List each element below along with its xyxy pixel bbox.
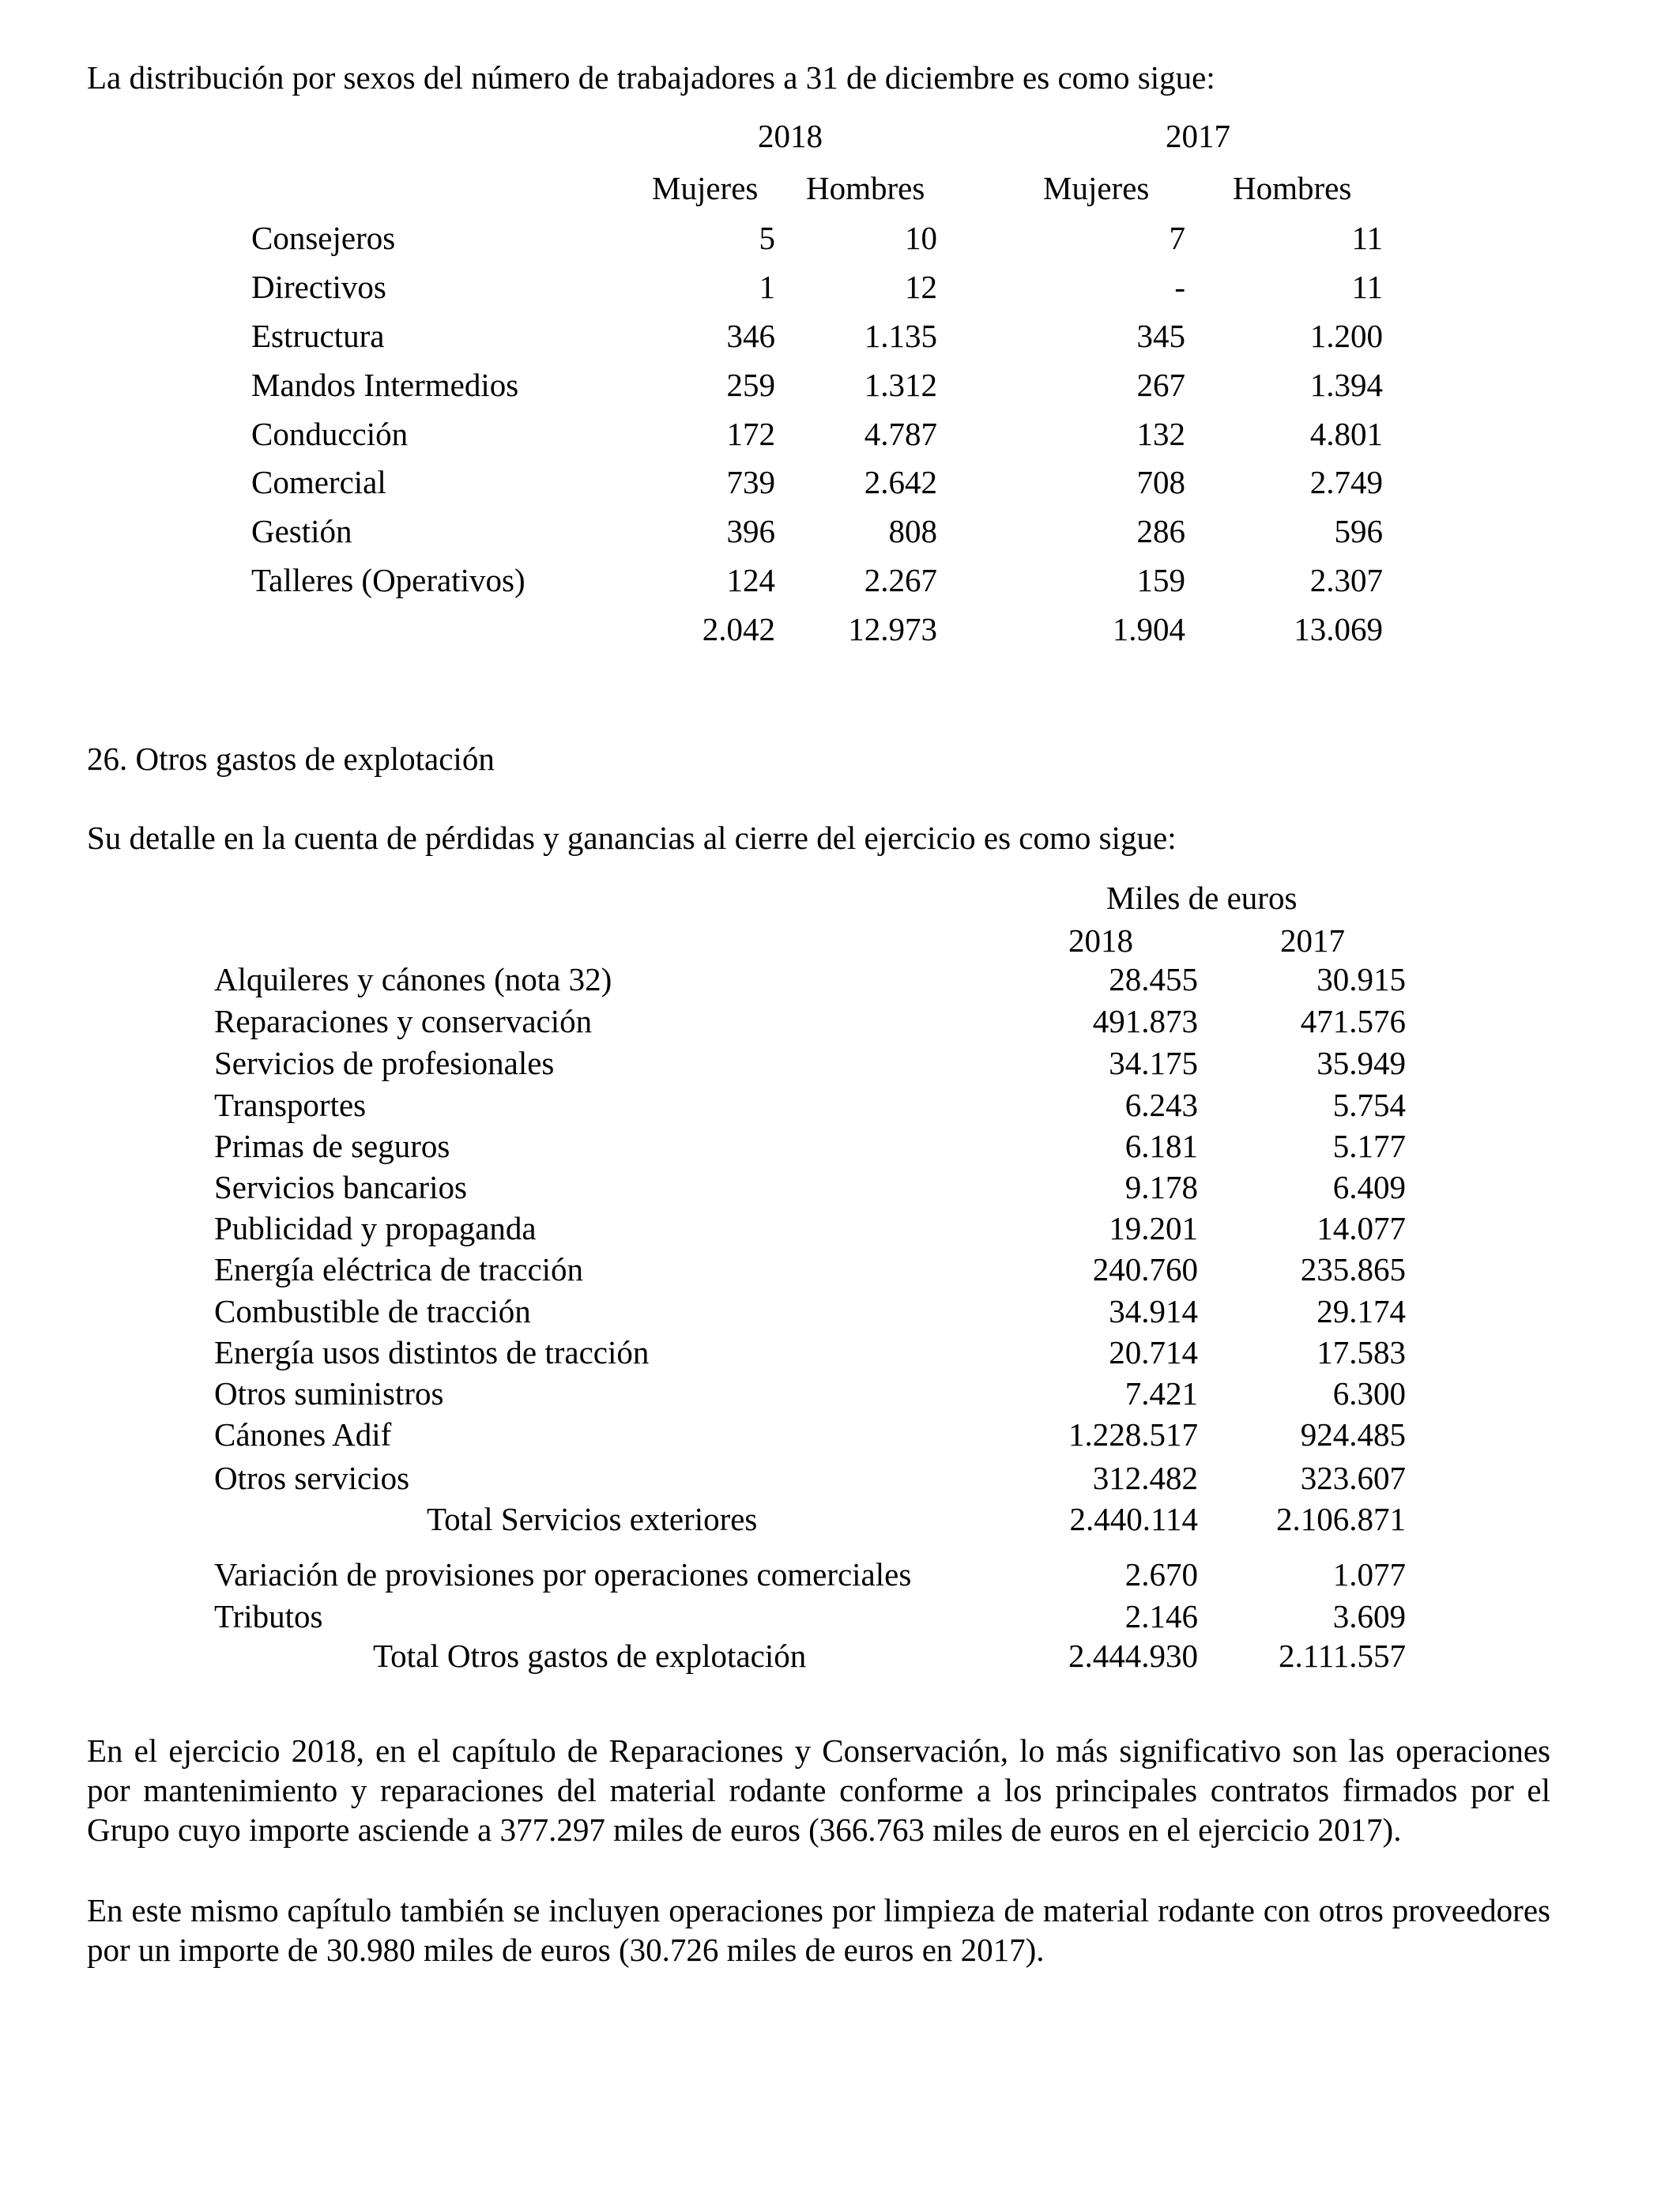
value-2017: 235.865: [1300, 1251, 1406, 1287]
value-2017: 924.485: [1300, 1416, 1406, 1453]
value-cell: 10: [905, 220, 937, 256]
value-2018: 2.146: [1124, 1598, 1198, 1634]
row-label: Primas de seguros: [214, 1128, 450, 1164]
value-2018: 7.421: [1124, 1375, 1198, 1412]
total-2017: 2.111.557: [1279, 1638, 1406, 1674]
paragraph-2: En este mismo capítulo también se incluyen operaciones por limpieza de material rodante con otros proveedores por un importe de 30.980 miles de euros (30.726 miles de euros en 2017).: [87, 1892, 1550, 1968]
value-2018: 2.670: [1124, 1556, 1198, 1593]
row-label: Talleres (Operativos): [251, 562, 525, 598]
row-label: Combustible de tracción: [214, 1293, 531, 1329]
value-cell: 259: [726, 367, 775, 403]
value-2018: 9.178: [1124, 1169, 1198, 1205]
section-intro: Su detalle en la cuenta de pérdidas y ganancias al cierre del ejercicio es como sigue:: [87, 820, 1177, 856]
value-2017: 3.609: [1332, 1598, 1406, 1634]
value-cell: 708: [1136, 464, 1185, 500]
value-2018: 20.714: [1109, 1334, 1198, 1370]
value-cell: 739: [726, 464, 775, 500]
row-label: Publicidad y propaganda: [214, 1210, 537, 1246]
value-2018: 240.760: [1092, 1251, 1198, 1287]
row-label: Gestión: [251, 513, 352, 549]
value-2018: 28.455: [1109, 961, 1198, 997]
row-label: Servicios bancarios: [214, 1169, 467, 1205]
value-cell: 11: [1351, 269, 1383, 305]
row-label: Consejeros: [251, 220, 396, 256]
value-cell: 12: [905, 269, 937, 305]
value-cell: 132: [1136, 416, 1185, 452]
total-cell: 2.042: [702, 611, 775, 647]
row-label: Energía usos distintos de tracción: [214, 1334, 650, 1370]
row-label: Reparaciones y conservación: [214, 1003, 593, 1039]
value-2017: 1.077: [1332, 1556, 1406, 1593]
subheader-mujeres-2017: Mujeres: [1043, 170, 1150, 206]
row-label: Variación de provisiones por operaciones comerciales: [214, 1556, 912, 1593]
value-cell: 2.267: [864, 562, 937, 598]
value-2017: 6.300: [1332, 1375, 1406, 1412]
subheader-hombres-2018: Hombres: [806, 170, 925, 206]
value-cell: 2.307: [1309, 562, 1383, 598]
section-title: 26. Otros gastos de explotación: [87, 741, 495, 777]
subtotal-label: Total Servicios exteriores: [427, 1501, 758, 1537]
value-cell: 1.312: [864, 367, 937, 403]
row-label: Servicios de profesionales: [214, 1045, 555, 1081]
value-cell: 1.135: [864, 318, 937, 354]
row-label: Estructura: [251, 318, 385, 354]
value-cell: -: [1174, 269, 1185, 305]
year-header-2017: 2017: [1166, 118, 1230, 154]
value-cell: 596: [1334, 513, 1383, 549]
value-cell: 172: [726, 416, 775, 452]
total-cell: 13.069: [1294, 611, 1383, 647]
row-label: Cánones Adif: [214, 1416, 392, 1453]
subtotal-2017: 2.106.871: [1276, 1501, 1406, 1537]
value-cell: 286: [1136, 513, 1185, 549]
value-cell: 396: [726, 513, 775, 549]
row-label: Alquileres y cánones (nota 32): [214, 961, 612, 997]
paragraph-1: En el ejercicio 2018, en el capítulo de Reparaciones y Conservación, lo más significativo son las operaciones por mantenimiento y reparaciones del material rodante conforme a los principales contratos firmados por el Grupo cuyo importe asciende a 377.297 miles de euros (366.763 miles de euros en el ejercicio 2017).: [87, 1732, 1550, 1848]
value-cell: 2.642: [864, 464, 937, 500]
value-2018: 6.181: [1124, 1128, 1198, 1164]
value-cell: 2.749: [1309, 464, 1383, 500]
row-label: Mandos Intermedios: [251, 367, 519, 403]
value-cell: 159: [1136, 562, 1185, 598]
total-cell: 12.973: [848, 611, 937, 647]
value-cell: 124: [726, 562, 775, 598]
value-2017: 17.583: [1317, 1334, 1406, 1370]
intro-text: La distribución por sexos del número de trabajadores a 31 de diciembre es como sigue:: [87, 59, 1215, 96]
value-2018: 19.201: [1109, 1210, 1198, 1246]
subtotal-2018: 2.440.114: [1069, 1501, 1198, 1537]
value-2017: 6.409: [1332, 1169, 1406, 1205]
total-label: Total Otros gastos de explotación: [373, 1638, 807, 1674]
value-2018: 34.914: [1109, 1293, 1198, 1329]
value-2017: 29.174: [1317, 1293, 1406, 1329]
value-2017: 5.754: [1332, 1087, 1406, 1123]
row-label: Tributos: [214, 1598, 323, 1634]
subheader-mujeres-2018: Mujeres: [652, 170, 759, 206]
value-cell: 11: [1351, 220, 1383, 256]
value-cell: 1.200: [1309, 318, 1383, 354]
year-header-2018: 2018: [758, 118, 823, 154]
row-label: Otros suministros: [214, 1375, 444, 1412]
value-cell: 808: [888, 513, 937, 549]
value-cell: 7: [1169, 220, 1185, 256]
row-label: Otros servicios: [214, 1460, 410, 1496]
value-2018: 312.482: [1092, 1460, 1198, 1496]
value-2017: 5.177: [1332, 1128, 1406, 1164]
value-cell: 5: [759, 220, 775, 256]
subheader-hombres-2017: Hombres: [1233, 170, 1352, 206]
year-header-2018: 2018: [1068, 922, 1133, 959]
value-2017: 30.915: [1317, 961, 1406, 997]
value-cell: 1.394: [1309, 367, 1383, 403]
value-cell: 1: [759, 269, 775, 305]
value-cell: 345: [1136, 318, 1185, 354]
value-2018: 1.228.517: [1068, 1416, 1198, 1453]
value-cell: 4.787: [864, 416, 937, 452]
row-label: Conducción: [251, 416, 409, 452]
value-2018: 6.243: [1124, 1087, 1198, 1123]
year-header-2017: 2017: [1280, 922, 1345, 959]
total-cell: 1.904: [1112, 611, 1185, 647]
row-label: Directivos: [251, 269, 386, 305]
value-2017: 323.607: [1300, 1460, 1406, 1496]
value-cell: 346: [726, 318, 775, 354]
value-cell: 267: [1136, 367, 1185, 403]
total-2018: 2.444.930: [1068, 1638, 1198, 1674]
unit-header: Miles de euros: [1106, 880, 1298, 916]
row-label: Energía eléctrica de tracción: [214, 1251, 584, 1287]
value-cell: 4.801: [1309, 416, 1383, 452]
value-2017: 14.077: [1317, 1210, 1406, 1246]
value-2018: 491.873: [1092, 1003, 1198, 1039]
value-2018: 34.175: [1109, 1045, 1198, 1081]
value-2017: 471.576: [1300, 1003, 1406, 1039]
value-2017: 35.949: [1317, 1045, 1406, 1081]
row-label: Transportes: [214, 1087, 367, 1123]
row-label: Comercial: [251, 464, 386, 500]
